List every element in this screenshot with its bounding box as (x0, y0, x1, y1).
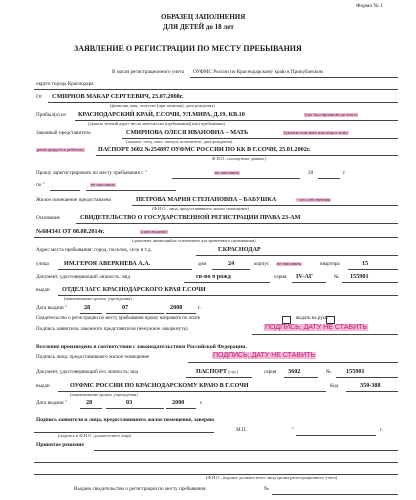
section2-code-line (346, 391, 398, 392)
date-year-line (166, 313, 196, 314)
id-label: Документ, удостоверяющий личность: вид (36, 274, 131, 280)
section2-doc-label: Документ, удостоверяющий его личность: вид (36, 369, 139, 375)
issued-hint: (наименование органа, учреждения) (64, 296, 132, 301)
address-label: Адрес места пребывания: город, поселок, село и т.д. (36, 247, 152, 253)
date-month: 07 (122, 304, 129, 311)
id-series-label: серия (274, 274, 287, 280)
section2-doc-line (186, 377, 252, 378)
arrived-value: КРАСНОДАРСКИЙ КРАЙ, Г.СОЧИ, УЛ.МИРА, Д.19, КВ.10 (78, 111, 245, 118)
rep-note1: (указать или мать или отца к кому (284, 130, 348, 135)
date-day: 28 (84, 304, 91, 311)
section2-series-label: серия (264, 369, 277, 375)
section3-issued-num: № (264, 486, 269, 492)
address-city: Г.КРАСНОДАР (218, 246, 261, 253)
organ-value2: округе города Краснодара (36, 81, 94, 87)
section3-issued-label: Выдано свидетельство о регистрации по месту пребывания (74, 486, 206, 492)
section2-date-day-line (80, 408, 102, 409)
flat-label: квартира (320, 261, 340, 267)
sign-value: ПОДПИСЬ, ДАТУ НЕ СТАВИТЬ (265, 324, 367, 331)
corpus-label: корпус (254, 261, 270, 267)
cert-post-checkbox[interactable] (282, 316, 291, 324)
basis-value2: №684341 ОТ 08.08.2014г. (36, 228, 105, 235)
cert-hand-checkbox[interactable] (326, 316, 335, 324)
basis-note: (дата выдачи) (141, 229, 167, 234)
issued-label: выдан (36, 287, 50, 293)
section2-doc-value: ПАСПОРТ (196, 368, 228, 375)
house-label: дом (198, 261, 207, 267)
owner-value: ПЕТРОВА МАРИЯ СТЕПАНОВНА – БАБУШКА (136, 196, 277, 203)
from-hint: (фамилия, имя, отчество (при наличии), дата рождения) (110, 103, 215, 108)
date-suffix: г. (198, 305, 201, 311)
flat-value: 15 (362, 260, 369, 267)
owner-note: - кто собственник (297, 197, 331, 202)
cert-hand-label: выдать на руки (296, 316, 328, 321)
arrived-hint: (указать точный адрес места жительства (пребывания)(или) пребывания) (88, 121, 225, 126)
sign-line (252, 334, 398, 335)
section3-mp: М.П. (236, 427, 247, 433)
section3-date-line (296, 435, 376, 436)
organ-line2 (34, 89, 398, 90)
section2-issued-value: ОУФМС РОССИИ ПО КРАСНОДАРСКОМУ КРАЮ В Г.СОЧИ (70, 382, 249, 389)
date-day-line (80, 313, 102, 314)
section3-date-quote: " (292, 427, 295, 433)
id-num-value: 155901 (350, 273, 369, 280)
section2-code-label: Код (330, 383, 339, 389)
from-value: СМИРНОВ МАКАР СЕРГЕЕВИЧ, 23.07.2008г. (52, 93, 184, 100)
section2-date-label: Дата выдачи " (36, 400, 68, 406)
id-num-line (342, 282, 398, 283)
section2-title: Вселение произведено в соответствии с законодательством Российской Федерации. (36, 344, 247, 350)
period-to-label: по " (36, 182, 45, 188)
flat-line (348, 269, 398, 270)
street-label: улица (36, 261, 49, 267)
section2-issued-label: выдан (36, 383, 50, 389)
section2-sign-value: ПОДПИСЬ, ДАТУ НЕ СТАВИТЬ (213, 352, 315, 359)
id-line (184, 282, 270, 283)
section2-doc-paren: (стр.) (228, 369, 239, 374)
id-value: св-во о рожд (196, 273, 231, 280)
from-label: От (36, 94, 43, 100)
section2-num-value: 155901 (346, 368, 365, 375)
basis-line (76, 223, 398, 224)
rep-label: Законный представитель (36, 130, 91, 136)
id-num-label: № (334, 274, 339, 280)
period-from-day: не заполнять (215, 170, 239, 175)
section2-date-year: 2000 (172, 399, 185, 406)
section3-signs-hint: (подпись и Ф.И.О. должностного лица) (58, 433, 132, 438)
issued-value: ОТДЕЛ ЗАГС КРАСНОДАРСКОГО КРАЯ Г.СОЧИ (62, 286, 206, 293)
sign-label: Подпись заявителя, законного представителя (ненужное зачеркнуть) (36, 326, 188, 332)
date-label: Дата выдачи " (36, 305, 68, 311)
street-value: ИМ.ГЕРОЯ АВЕРКИЕВА А.А. (64, 260, 151, 267)
date-month-line (106, 313, 164, 314)
section2-date-month-line (106, 408, 164, 409)
period-label: Прошу зарегистрировать по месту пребывания с " (36, 170, 147, 176)
id-series-value: IV-АГ (296, 273, 313, 280)
house-line (212, 269, 250, 270)
form-number: Форма № 1 (356, 3, 383, 9)
rep-passport: ПАСПОРТ 3602 №254897 ОУФМС РОССИИ ПО КК В Г.СОЧИ, 25.01.2002г. (98, 146, 311, 153)
from-line (48, 102, 398, 103)
period-from-line (172, 178, 300, 179)
section2-issued-hint: (наименование органа, учреждения) (70, 392, 138, 397)
section2-sign-label: Подпись лица, предоставившего жилое помещение (36, 354, 150, 360)
cert-label: Свидетельство о регистрации по месту пребывания прошу направить по почте (36, 316, 201, 321)
rep-passport-hint: Ф.И.О., паспортные данные) (212, 156, 266, 161)
owner-hint: (Ф.И.О., лица, предоставившего жилое помещение) (152, 206, 249, 211)
period-to-day-line (50, 190, 80, 191)
owner-label: Жилое помещение предоставлено (36, 197, 112, 203)
section3-date-suffix: г. (380, 427, 383, 433)
header-line1: ОБРАЗЕЦ ЗАПОЛНЕНИЯ (161, 13, 246, 21)
section2-date-day: 28 (86, 399, 93, 406)
section3-issued-line (272, 494, 398, 495)
address-line (196, 255, 398, 256)
section2-sign-line (188, 362, 398, 363)
document-title: ЗАЯВЛЕНИЕ О РЕГИСТРАЦИИ ПО МЕСТУ ПРЕБЫВАНИЯ (74, 44, 302, 53)
period-to-year: не заполнять (91, 182, 115, 187)
header-line2: ДЛЯ ДЕТЕЙ до 18 лет (163, 23, 234, 31)
section2-series-line (284, 377, 318, 378)
house-value: 24 (228, 260, 235, 267)
arrived-label: Прибыл(а) из (36, 112, 66, 118)
rep-value: СМИРНОВА ОЛЕСЯ ИВАНОВНА – МАТЬ (126, 129, 249, 136)
period-from-g: г. (343, 170, 346, 176)
basis-value: СВИДЕТЕЛЬСТВО О ГОСУДАРСТВЕННОЙ РЕГИСТРАЦИИ ПРАВА 23-АМ (80, 214, 301, 221)
basis-hint: (документ, являющийся основанием для временного проживания) (132, 238, 256, 243)
basis-label: Основание (36, 215, 60, 221)
section3-decision-label: Принятое решение (36, 442, 85, 448)
period-to-line (86, 190, 176, 191)
organ-value: ОУФМС России по Краснодарскому краю в Прикубанском (193, 69, 323, 75)
section3-fio-hint: (Ф.И.О., подпись должностного лица органа регистрационного учета) (206, 475, 338, 480)
period-from-year-line (318, 178, 340, 179)
section2-date-year-line (166, 408, 196, 409)
section2-code-value: 350-388 (360, 382, 381, 389)
organ-line (190, 77, 398, 78)
section3-decision-line2 (34, 462, 398, 463)
section2-num-line (336, 377, 398, 378)
period-from-suffix: 20 (308, 170, 314, 176)
rep-hint: (указать: отец, мать, опекун, попечитель, дата рождения) (126, 139, 233, 144)
section2-series-value: 3602 (288, 368, 301, 375)
date-year: 2008 (170, 304, 183, 311)
rep-note2: регистрируется ребёнок) (37, 147, 84, 152)
corpus-value: не заполнять (277, 261, 301, 266)
section3-decision-line (94, 450, 398, 451)
id-series-line (292, 282, 326, 283)
section2-date-suffix: г. (200, 400, 203, 406)
section3-signs-label: Подпись заявителя и лица, предоставившего жилое помещение, заверяю (36, 417, 215, 423)
section2-num-label: № (326, 369, 331, 375)
street-line (58, 269, 192, 270)
organ-label: В орган регистрационного учета (112, 69, 185, 75)
section2-date-month: 03 (126, 399, 133, 406)
arrived-note: (где был прописан до этого) (305, 112, 358, 117)
